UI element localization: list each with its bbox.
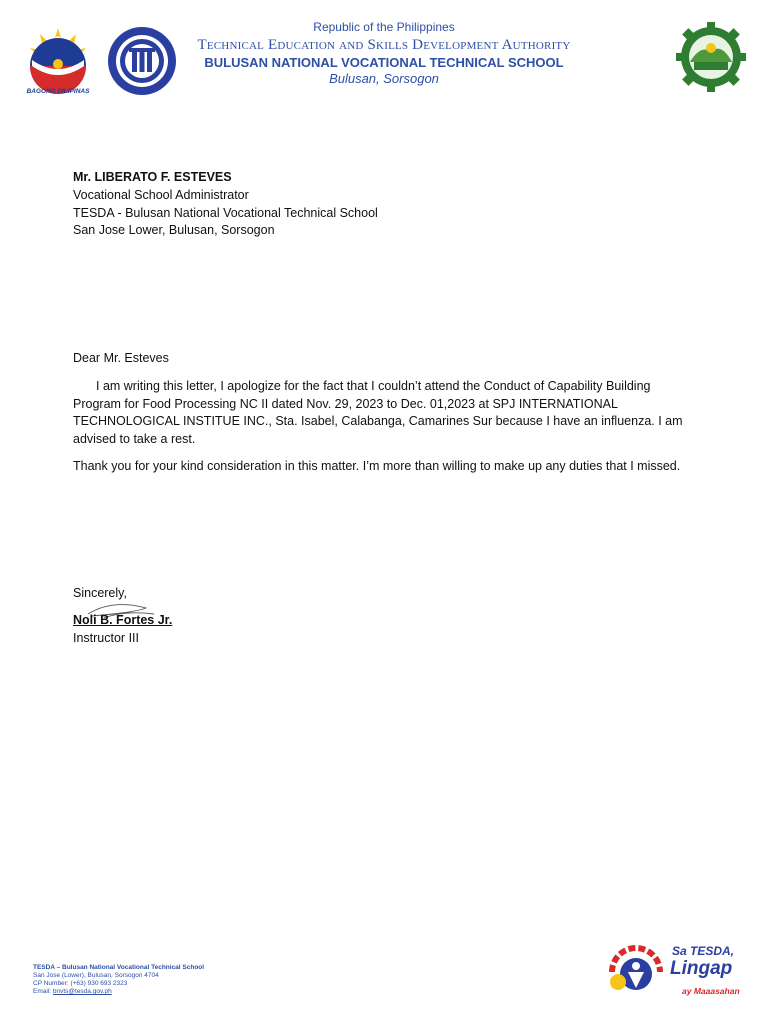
footer-address: San Jose (Lower), Bulusan, Sorsogon 4704: [33, 972, 159, 979]
recipient-title: Vocational School Administrator: [73, 188, 249, 202]
header-location: Bulusan, Sorsogon: [329, 71, 439, 86]
recipient-address: San Jose Lower, Bulusan, Sorsogon: [73, 223, 275, 237]
footer-email-line: [33, 988, 112, 996]
lingap-emblem-icon: [604, 942, 670, 1000]
recipient-organization: TESDA - Bulusan National Vocational Technical School: [73, 206, 378, 220]
paragraph-1: I am writing this letter, I apologize for the fact that I couldn’t attend the Conduct of Capability Building Program for Food Processing NC II dated Nov. 29, 2023 to Dec. 01,2023 at SPJ INTERNATIONAL TECHNOLOGICAL INSTITUE INC., Sta. Isabel, Calabanga, Camarines Sur because I have an influenza. I am advised to take a rest.: [73, 379, 683, 446]
closing: Sincerely,: [73, 586, 127, 600]
footer-cp-number: CP Number: (+63) 930 693 2323: [33, 980, 128, 987]
salutation: Dear Mr. Esteves: [73, 351, 169, 365]
paragraph-2: Thank you for your kind consideration in this matter. I’m more than willing to make up any duties that I missed.: [73, 459, 681, 473]
header-republic: Republic of the Philippines: [313, 20, 455, 34]
header-school: BULUSAN NATIONAL VOCATIONAL TECHNICAL SCHOOL: [204, 55, 564, 70]
slogan-line-3: ay Maaasahan: [682, 986, 740, 996]
header-agency: Technical Education and Skills Development Authority: [197, 37, 571, 53]
recipient-name: Mr. LIBERATO F. ESTEVES: [73, 170, 232, 184]
footer-email-link[interactable]: bnvts@tesda.gov.ph: [52, 988, 112, 995]
footer-email-label: Email:: [33, 988, 53, 995]
lingap-logo: [604, 942, 670, 1000]
bagong-pilipinas-caption: BAGONG PILIPINAS: [26, 88, 90, 95]
slogan-line-1: Sa TESDA,: [672, 944, 735, 958]
signatory-name: Noli B. Fortes Jr.: [73, 613, 173, 627]
signatory-title: Instructor III: [73, 631, 139, 645]
slogan-line-2: Lingap: [670, 958, 733, 979]
footer-org: TESDA – Bulusan National Vocational Technical School: [33, 964, 205, 971]
